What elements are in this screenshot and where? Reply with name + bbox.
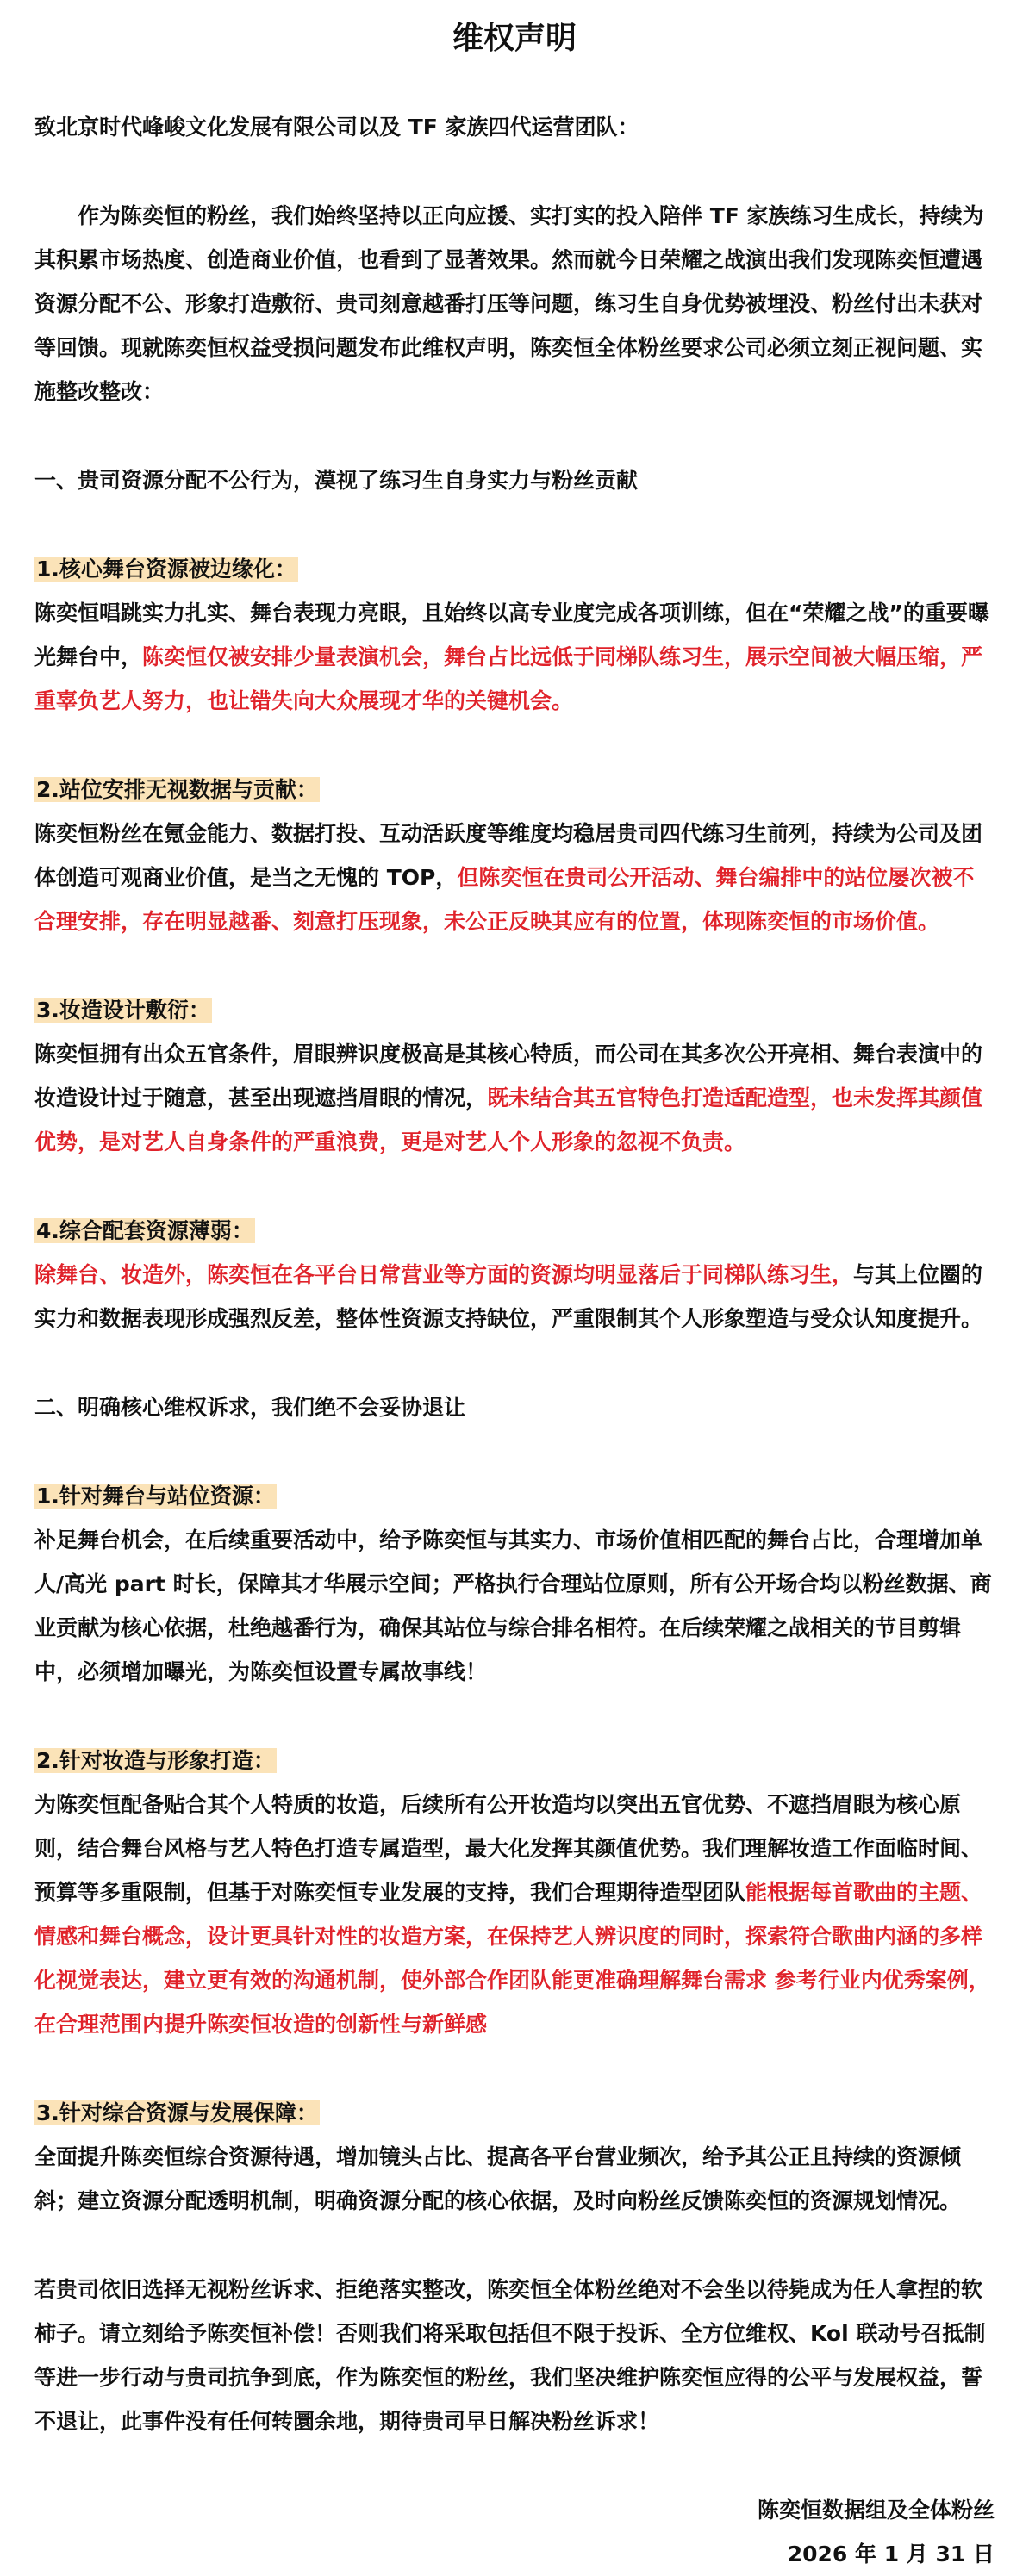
body-text: 陈奕恒唱跳实力扎实、舞台表现力亮眼，且始终以高专业度完成各项训练，但在“荣耀之战”的重要曝光舞台中， (34, 600, 989, 669)
section-2-item-2 (34, 1739, 995, 2046)
item-heading: 3.妆造设计敷衍： (36, 998, 210, 1023)
item-heading: 1.核心舞台资源被边缘化： (36, 557, 296, 582)
section-1-item-1 (34, 547, 995, 723)
body-text: 为陈奕恒配备贴合其个人特质的妆造，后续所有公开妆造均以突出五官优势、不遮挡眉眼为核心原则，结合舞台风格与艺人特色打造专属造型，最大化发挥其颜值优势。我们理解妆造工作面临时间、预算等多重限制，但基于对陈奕恒专业发展的支持，我们合理期待造型团队 (34, 1792, 983, 1905)
body-text: 补足舞台机会，在后续重要活动中，给予陈奕恒与其实力、市场价值相匹配的舞台占比，合理增加单人/高光 part 时长，保障其才华展示空间；严格执行合理站位原则，所有公开场合均以粉丝数据、商业贡献为核心依据，杜绝越番行为，确保其站位与综合排名相符。在后续荣耀之战相关的节目剪辑中，必须增加曝光，为陈奕恒设置专属故事线！ (34, 1528, 992, 1684)
section-1-item-2 (34, 768, 995, 943)
closing-paragraph: 若贵司依旧选择无视粉丝诉求、拒绝落实整改，陈奕恒全体粉丝绝对不会坐以待毙成为任人拿捏的软柿子。请立刻给予陈奕恒补偿！否则我们将采取包括但不限于投诉、全方位维权、Kol 联动号召抵制等进一步行动与贵司抗争到底，作为陈奕恒的粉丝，我们坚决维护陈奕恒应得的公平与发展权益，誓不退让，此事件没有任何转圜余地，期待贵司早日解决粉丝诉求！ (34, 2277, 986, 2434)
page-title: 维权声明 (452, 21, 577, 56)
section-2-item-3 (34, 2091, 995, 2223)
item-body (34, 812, 995, 943)
date: 2026 年 1 月 31 日 (787, 2542, 995, 2567)
section-2-heading: 二、明确核心维权诉求，我们绝不会妥协退让 (34, 1395, 466, 1420)
item-heading: 1.针对舞台与站位资源： (36, 1484, 275, 1509)
body-text-red: 除舞台、妆造外，陈奕恒在各平台日常营业等方面的资源均明显落后于同梯队练习生， (34, 1262, 854, 1287)
item-heading: 2.针对妆造与形象打造： (36, 1748, 275, 1773)
section-2-item-1 (34, 1474, 995, 1694)
item-body (34, 1783, 995, 2046)
section-1-item-4 (34, 1209, 995, 1341)
body-text-red: 但陈奕恒在贵司公开活动、舞台编排中的站位屡次被不合理安排，存在明显越番、刻意打压现象，未公正反映其应有的位置，体现陈奕恒的市场价值。 (34, 865, 975, 934)
item-heading: 4.综合配套资源薄弱： (36, 1218, 253, 1243)
section-1-item-3 (34, 988, 995, 1164)
body-text-red: 陈奕恒仅被安排少量表演机会，舞台占比远低于同梯队练习生，展示空间被大幅压缩，严重辜负艺人努力，也让错失向大众展现才华的关键机会。 (34, 644, 983, 713)
body-text: 全面提升陈奕恒综合资源待遇，增加镜头占比、提高各平台营业频次，给予其公正且持续的资源倾斜；建立资源分配透明机制，明确资源分配的核心依据，及时向粉丝反馈陈奕恒的资源规划情况。 (34, 2144, 962, 2213)
item-heading: 3.针对综合资源与发展保障： (36, 2100, 318, 2125)
body-text: 陈奕恒拥有出众五官条件，眉眼辨识度极高是其核心特质，而公司在其多次公开亮相、舞台表演中的妆造设计过于随意，甚至出现遮挡眉眼的情况， (34, 1042, 983, 1111)
item-body (34, 1032, 995, 1164)
item-body (34, 1518, 995, 1694)
section-1-heading: 一、贵司资源分配不公行为，漠视了练习生自身实力与粉丝贡献 (34, 468, 639, 493)
body-text: 与其上位圈的实力和数据表现形成强烈反差，整体性资源支持缺位，严重限制其个人形象塑造与受众认知度提升。 (34, 1262, 983, 1331)
item-body (34, 2135, 995, 2223)
item-body (34, 1253, 995, 1341)
item-body (34, 591, 995, 723)
addressee: 致北京时代峰峻文化发展有限公司以及 TF 家族四代运营团队： (34, 115, 639, 140)
signature: 陈奕恒数据组及全体粉丝 (757, 2498, 995, 2523)
item-heading: 2.站位安排无视数据与贡献： (36, 777, 318, 802)
body-text-red: 能根据每首歌曲的主题、情感和舞台概念，设计更具针对性的妆造方案，在保持艺人辨识度的同时，探索符合歌曲内涵的多样化视觉表达，建立更有效的沟通机制，使外部合作团队能更准确理解舞台需求 参考行业内优秀案例，在合理范围内提升陈奕恒妆造的创新性与新鲜感 (34, 1880, 990, 2037)
intro-paragraph: 作为陈奕恒的粉丝，我们始终坚持以正向应援、实打实的投入陪伴 TF 家族练习生成长，持续为其积累市场热度、创造商业价值，也看到了显著效果。然而就今日荣耀之战演出我们发现陈奕恒遭遇资源分配不公、形象打造敷衍、贵司刻意越番打压等问题，练习生自身优势被埋没、粉丝付出未获对等回馈。现就陈奕恒权益受损问题发布此维权声明，陈奕恒全体粉丝要求公司必须立刻正视问题、实施整改整改： (34, 203, 984, 404)
body-text-red: 既未结合其五官特色打造适配造型，也未发挥其颜值优势，是对艺人自身条件的严重浪费，更是对艺人个人形象的忽视不负责。 (34, 1086, 983, 1154)
body-text: 陈奕恒粉丝在氪金能力、数据打投、互动活跃度等维度均稳居贵司四代练习生前列，持续为公司及团体创造可观商业价值，是当之无愧的 TOP， (34, 821, 983, 890)
